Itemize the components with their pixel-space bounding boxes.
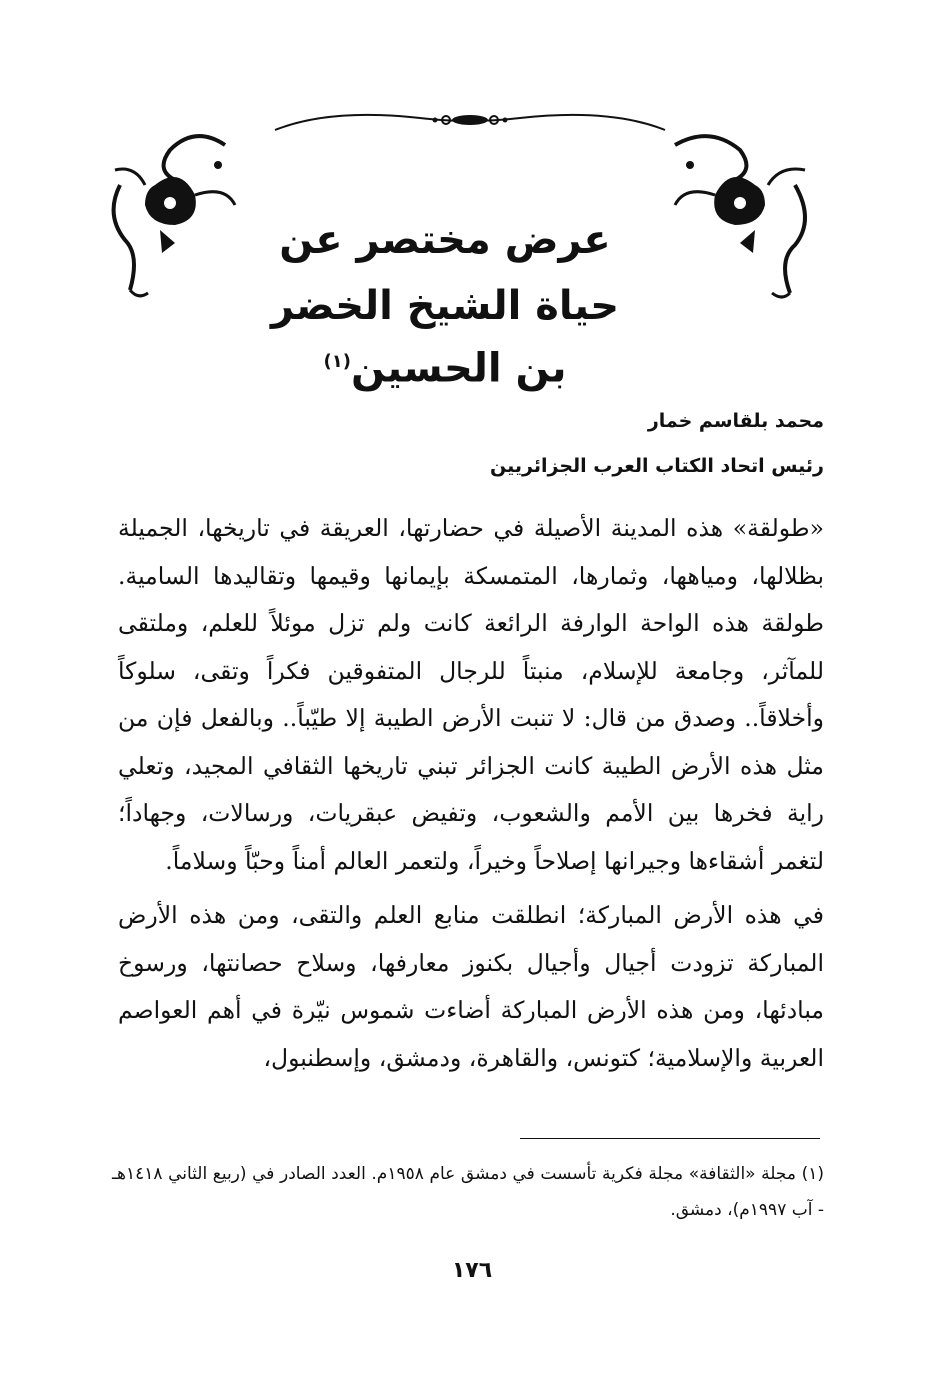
title-footnote-marker: (١): [323, 351, 351, 372]
title-line-2-text: حياة الشيخ الخضر بن الحسين: [270, 283, 620, 392]
title-line-2: [240, 278, 650, 396]
author-name: محمد بلقاسم خمار: [647, 410, 824, 432]
paragraph-2: في هذه الأرض المباركة؛ انطلقت منابع العلم والتقى، ومن هذه الأرض المباركة تزودت أجيال وأجيال بكنوز معارفها، وسلاح حصانتها، ورسوخ مبادئها، ومن هذه الأرض المباركة أضاءت شموس نيّرة في أهم العواصم العربية والإسلامية؛ كتونس، والقاهرة، ودمشق، وإسطنبول،: [118, 901, 824, 1072]
ornament-right-corner: [660, 125, 820, 305]
page-number: ١٧٦: [451, 1258, 493, 1283]
article-body: [118, 505, 824, 1082]
ornament-top-flourish: [270, 108, 670, 138]
ornament-left-corner: [100, 125, 240, 305]
footnote: (١) مجلة «الثقافة» مجلة فكرية تأسست في دمشق عام ١٩٥٨م. العدد الصادر في (ربيع الثاني ١٤١٨هـ - آب ١٩٩٧م)، دمشق.: [112, 1164, 825, 1220]
paragraph-1: «طولقة» هذه المدينة الأصيلة في حضارتها، العريقة في تاريخها، الجميلة بظلالها، ومياهها، وثمارها، المتمسكة بإيمانها وقيمها وتقاليدها السامية. طولقة هذه الواحة الوارفة الرائعة كانت ولم تزل موئلاً للعلم، وملتقى للمآثر، وجامعة للإسلام، منبتاً للرجال المتفوقين فكراً وتقى، سلوكاً وأخلاقاً.. وصدق من قال: لا تنبت الأرض الطيبة إلا طيّباً.. وبالفعل فإن من مثل هذه الأرض الطيبة كانت الجزائر تبني تاريخها الثقافي المجيد، وتعلي راية فخرها بين الأمم والشعوب، وتفيض عبقريات، ورسالات، وجهاداً؛ لتغمر أشقاءها وجيرانها إصلاحاً وخيراً، ولتعمر العالم أمناً وحبّاً وسلاماً.: [118, 514, 824, 875]
author-role: رئيس اتحاد الكتاب العرب الجزائريين: [490, 455, 824, 477]
title-line-1: عرض مختصر عن: [279, 217, 611, 263]
footnote-divider: [520, 1138, 820, 1139]
